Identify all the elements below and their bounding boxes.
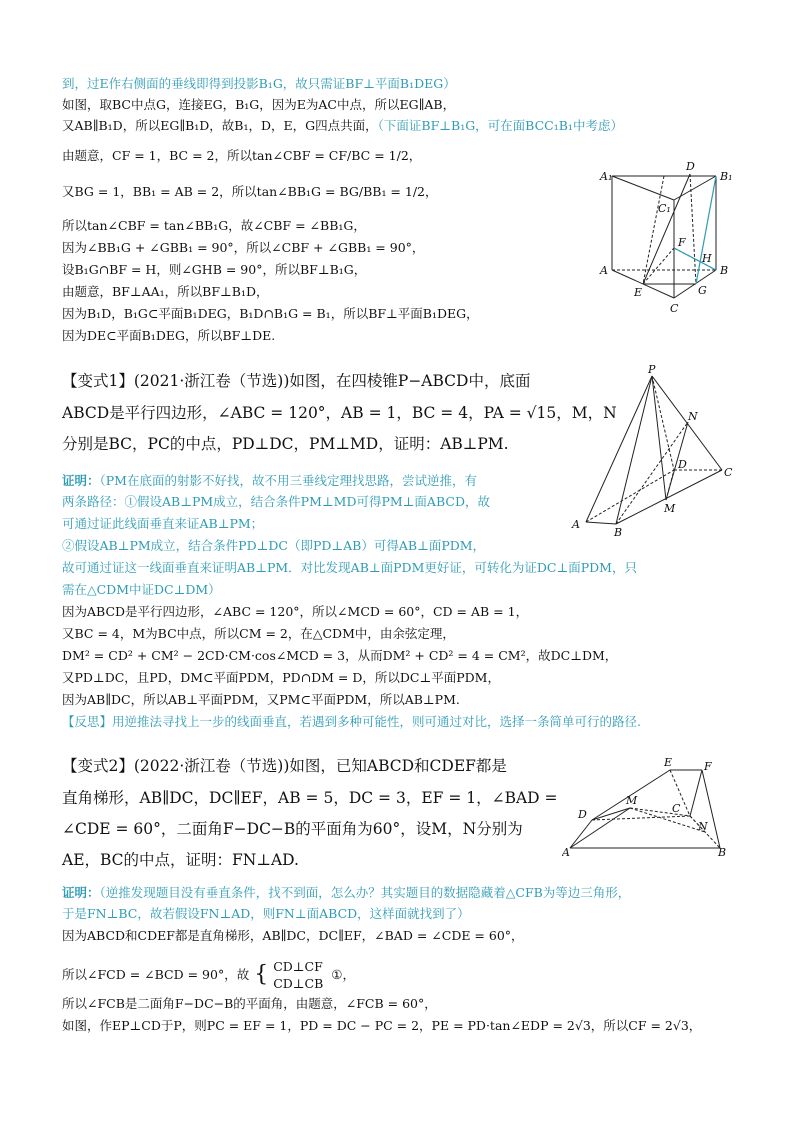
- variant2-source: (2022·浙江卷（节选)): [133, 757, 290, 775]
- variant1-analysis-line: [62, 473, 477, 489]
- text-line: 所以tan∠CBF = tan∠BB₁G，故∠CBF = ∠BB₁G，: [62, 218, 366, 233]
- variant2-heading: [62, 756, 507, 776]
- figure-label: A: [600, 264, 608, 277]
- text-line: 由题意，BF⊥AA₁，所以BF⊥B₁D，: [62, 284, 269, 299]
- variant1-analysis-line: 可通过证此线面垂直来证AB⊥PM；: [62, 516, 264, 531]
- variant1-proof-line: DM² = CD² + CM² − 2CD·CM·cos∠MCD = 3，从而DM² + CD² = 4 = CM²，故DC⊥DM，: [62, 648, 618, 663]
- proof-fragment: 所以∠FCD = ∠BCD = 90°，故: [62, 967, 250, 982]
- brace-symbol: {: [254, 962, 269, 987]
- variant2-proof-line: 如图，作EP⊥CD于P，则PC = EF = 1，PD = DC − PC = 2，PE = PD·tan∠EDP = 2√3，所以CF = 2√3，: [62, 1018, 702, 1033]
- variant1-analysis-line: 两条路径：①假设AB⊥PM成立，结合条件PM⊥MD可得PM⊥面ABCD，故: [62, 494, 490, 509]
- pyramid-figure: [566, 364, 736, 540]
- variant2-problem-line: ∠CDE = 60°，二面角F−DC−B的平面角为60°，设M，N分别为: [62, 820, 523, 838]
- figure-label: P: [648, 364, 656, 376]
- variant2-analysis-line: [62, 885, 630, 901]
- text-line: [62, 118, 623, 134]
- figure-label: B: [614, 526, 623, 539]
- figure-label: H: [702, 252, 712, 265]
- variant2-problem-line: 如图，已知ABCD和CDEF都是: [289, 757, 507, 775]
- text-line: 如图，取BC中点G，连接EG，B₁G，因为E为AC中点，所以EG∥AB，: [62, 97, 456, 112]
- variant1-analysis-line: 故可通过证这一线面垂直来证明AB⊥PM．对比发现AB⊥面PDM更好证，可转化为证DC⊥面PDM，只: [62, 560, 637, 575]
- figure-label: A₁: [600, 170, 613, 183]
- variant2-proof-line: 所以∠FCB是二面角F−DC−B的平面角，由题意，∠FCB = 60°，: [62, 996, 437, 1011]
- proof-label: 证明：: [62, 473, 100, 488]
- figure-label: B: [718, 846, 727, 858]
- text-line: 又BG = 1，BB₁ = AB = 2，所以tan∠BB₁G = BG/BB₁ = 1/2，: [62, 184, 438, 199]
- figure-label: A: [562, 846, 570, 858]
- figure-label: C: [672, 802, 681, 815]
- variant2-analysis-line: 于是FN⊥BC，故若假设FN⊥AD，则FN⊥面ABCD，这样面就找到了）: [62, 906, 470, 921]
- text-line: 因为B₁D，B₁G⊂平面B₁DEG，B₁D∩B₁G = B₁，所以BF⊥平面B₁DEG，: [62, 306, 479, 321]
- figure-label: E: [634, 286, 643, 299]
- variant1-source: (2021·浙江卷（节选)): [133, 372, 290, 390]
- figure-label: D: [686, 160, 695, 173]
- prism-figure: [598, 160, 743, 320]
- variant1-proof-line: 又BC = 4，M为BC中点，所以CM = 2，在△CDM中，由余弦定理，: [62, 626, 455, 641]
- figure-label: N: [688, 410, 698, 423]
- variant2-problem-line: 直角梯形，AB∥DC，DC∥EF，AB = 5，DC = 3，EF = 1，∠BAD =: [62, 789, 558, 807]
- system-of-conditions: [273, 958, 323, 992]
- text-line: 由题意，CF = 1，BC = 2，所以tan∠CBF = CF/BC = 1/2，: [62, 148, 422, 163]
- text-line: 到，过E作右侧面的垂线即得到投影B₁G，故只需证BF⊥平面B₁DEG）: [62, 76, 456, 91]
- figure-label: C₁: [658, 202, 671, 215]
- variant1-analysis-line: ②假设AB⊥PM成立，结合条件PD⊥DC（即PD⊥AB）可得AB⊥面PDM，: [62, 538, 486, 553]
- variant1-heading: [62, 371, 530, 391]
- figure-label: B₁: [720, 170, 733, 183]
- variant2-problem-line: AE，BC的中点，证明：FN⊥AD.: [62, 851, 299, 869]
- variant2-tag: 【变式2】: [62, 757, 134, 775]
- analysis-fragment: （PM在底面的射影不好找，故不用三垂线定理找思路，尝试逆推，有: [99, 473, 477, 488]
- variant1-proof-line: 又PD⊥DC，且PD，DM⊂平面PDM，PD∩DM = D，所以DC⊥平面PDM，: [62, 670, 500, 685]
- figure-label: D: [678, 458, 687, 471]
- variant1-tag: 【变式1】: [62, 372, 134, 390]
- variant1-problem-line: ABCD是平行四边形，∠ABC = 120°，AB = 1，BC = 4，PA = √15，M，N: [62, 404, 617, 422]
- figure-label: M: [626, 794, 638, 807]
- figure-label: M: [664, 502, 676, 515]
- figure-label: E: [664, 758, 673, 769]
- trapezoid-solid-figure: [562, 758, 737, 858]
- condition-line: CD⊥CF: [273, 959, 323, 974]
- figure-label: F: [678, 236, 686, 249]
- figure-label: A: [572, 518, 580, 531]
- variant1-proof-line: 因为ABCD是平行四边形，∠ABC = 120°，所以∠MCD = 60°，CD = AB = 1，: [62, 604, 529, 619]
- variant1-analysis-line: 需在△CDM中证DC⊥DM）: [62, 582, 221, 597]
- variant2-proof-line: 因为ABCD和CDEF都是直角梯形，AB∥DC，DC∥EF，∠BAD = ∠CDE = 60°，: [62, 928, 524, 943]
- variant1-problem-line: 如图，在四棱锥P−ABCD中，底面: [289, 372, 531, 390]
- proof-label: 证明：: [62, 885, 100, 900]
- figure-label: B: [720, 264, 729, 277]
- variant1-problem-line: 分别是BC，PC的中点，PD⊥DC，PM⊥MD，证明：AB⊥PM.: [62, 435, 509, 453]
- variant2-proof-line: [62, 958, 355, 992]
- figure-label: N: [698, 820, 708, 833]
- condition-line: CD⊥CB: [273, 976, 324, 991]
- figure-label: D: [578, 808, 587, 821]
- variant1-proof-line: 因为AB∥DC，所以AB⊥平面PDM，又PM⊂平面PDM，所以AB⊥PM.: [62, 692, 460, 707]
- figure-label: G: [698, 284, 707, 297]
- text-line: 因为DE⊂平面B₁DEG，所以BF⊥DE.: [62, 328, 276, 343]
- text-fragment: 又AB∥B₁D，所以EG∥B₁D，故B₁，D，E，G四点共面，: [62, 118, 378, 133]
- hint-fragment: （下面证BF⊥B₁G，可在面BCC₁B₁中考虑）: [377, 118, 623, 133]
- text-line: 因为∠BB₁G + ∠GBB₁ = 90°，所以∠CBF + ∠GBB₁ = 90°，: [62, 240, 425, 255]
- figure-label: C: [670, 302, 679, 315]
- text-line: 设B₁G∩BF = H，则∠GHB = 90°，所以BF⊥B₁G，: [62, 262, 367, 277]
- figure-label: F: [704, 760, 712, 773]
- variant1-reflection: 【反思】用逆推法寻找上一步的线面垂直，若遇到多种可能性，则可通过对比，选择一条简单可行的路径.: [62, 714, 641, 729]
- figure-label: C: [724, 466, 733, 479]
- equation-tag: ①，: [331, 967, 355, 982]
- analysis-fragment: （逆推发现题目没有垂直条件，找不到面，怎么办？其实题目的数据隐藏着△CFB为等边三角形，: [99, 885, 631, 900]
